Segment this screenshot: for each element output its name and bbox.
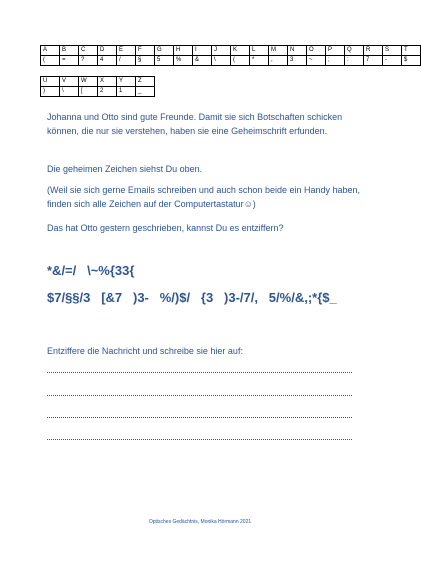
cipher-letter-cell: L: [250, 46, 269, 56]
cipher-letter-cell: H: [174, 46, 193, 56]
cipher-letter-cell: T: [402, 46, 421, 56]
cipher-letter-cell: V: [60, 77, 79, 87]
cipher-letter-cell: B: [60, 46, 79, 56]
cipher-symbol-cell: ): [41, 87, 60, 97]
answer-line[interactable]: [47, 371, 352, 373]
cipher-symbol-cell: \: [60, 87, 79, 97]
cipher-letter-cell: M: [269, 46, 288, 56]
cipher-letter-cell: U: [41, 77, 60, 87]
cipher-symbol-cell: 4: [98, 56, 117, 66]
cipher-letter-cell: A: [41, 46, 60, 56]
cipher-symbol-cell: %: [174, 56, 193, 66]
cipher-symbol-cell: $: [402, 56, 421, 66]
cipher-letters-row: [41, 77, 155, 87]
secret-message-line-2: $7/§§/3 [&7 )3- %/)$/ {3 )3-/7/, 5/%/&,;*{$_: [47, 290, 337, 305]
cipher-letters-row: [41, 46, 421, 56]
cipher-letter-cell: G: [155, 46, 174, 56]
cipher-symbol-cell: :: [345, 56, 364, 66]
secret-message-line-1: *&/=/ \~%{33{: [47, 263, 135, 278]
cipher-letter-cell: K: [231, 46, 250, 56]
cipher-symbol-cell: &: [193, 56, 212, 66]
cipher-letter-cell: X: [98, 77, 117, 87]
cipher-symbol-cell: [: [79, 87, 98, 97]
cipher-letter-cell: I: [193, 46, 212, 56]
cipher-letter-cell: J: [212, 46, 231, 56]
cipher-symbol-cell: 5: [155, 56, 174, 66]
cipher-symbol-cell: 1: [117, 87, 136, 97]
cipher-letter-cell: Y: [117, 77, 136, 87]
cipher-symbols-row: [41, 56, 421, 66]
cipher-symbol-cell: /: [117, 56, 136, 66]
cipher-symbol-cell: ~: [307, 56, 326, 66]
cipher-letter-cell: E: [117, 46, 136, 56]
cipher-symbols-row: [41, 87, 155, 97]
footer-credit: Optisches Gedächtnis, Monika Hörmann 2021: [148, 519, 252, 525]
cipher-symbol-cell: §: [136, 56, 155, 66]
cipher-symbol-cell: ,: [269, 56, 288, 66]
cipher-letter-cell: W: [79, 77, 98, 87]
answer-line[interactable]: [47, 416, 352, 418]
cipher-symbol-cell: 7: [364, 56, 383, 66]
cipher-symbol-cell: *: [250, 56, 269, 66]
answer-line[interactable]: [47, 438, 352, 440]
cipher-symbol-cell: 3: [288, 56, 307, 66]
cipher-letter-cell: P: [326, 46, 345, 56]
answer-line[interactable]: [47, 394, 352, 396]
cipher-letter-cell: S: [383, 46, 402, 56]
cipher-symbol-cell: (: [41, 56, 60, 66]
story-question: Das hat Otto gestern geschrieben, kannst Du es entziffern?: [47, 223, 284, 233]
story-paragraph-1: Johanna und Otto sind gute Freunde. Damit sie sich Botschaften schicken können, die nur sie verstehen, haben sie eine Geheimschrift erfunden.: [47, 112, 343, 136]
task-instruction: Entziffere die Nachricht und schreibe sie hier auf:: [47, 346, 243, 356]
cipher-table-part1: [40, 45, 421, 66]
cipher-symbol-cell: _: [136, 87, 155, 97]
cipher-symbol-cell: ;: [326, 56, 345, 66]
cipher-letter-cell: N: [288, 46, 307, 56]
cipher-symbol-cell: (: [231, 56, 250, 66]
story-paragraph-2: Die geheimen Zeichen siehst Du oben.: [47, 164, 203, 174]
cipher-symbol-cell: \: [212, 56, 231, 66]
cipher-symbol-cell: ?: [79, 56, 98, 66]
cipher-letter-cell: R: [364, 46, 383, 56]
cipher-symbol-cell: 2: [98, 87, 117, 97]
cipher-letter-cell: C: [79, 46, 98, 56]
cipher-letter-cell: Z: [136, 77, 155, 87]
cipher-letter-cell: O: [307, 46, 326, 56]
cipher-letter-cell: D: [98, 46, 117, 56]
story-paragraph-3: (Weil sie sich gerne Emails schreiben und auch schon beide ein Handy haben, finden sich alle Zeichen auf der Computertastatur☺): [47, 185, 361, 209]
cipher-letter-cell: F: [136, 46, 155, 56]
cipher-symbol-cell: =: [60, 56, 79, 66]
cipher-letter-cell: Q: [345, 46, 364, 56]
cipher-symbol-cell: -: [383, 56, 402, 66]
cipher-table-part2: [40, 76, 155, 97]
